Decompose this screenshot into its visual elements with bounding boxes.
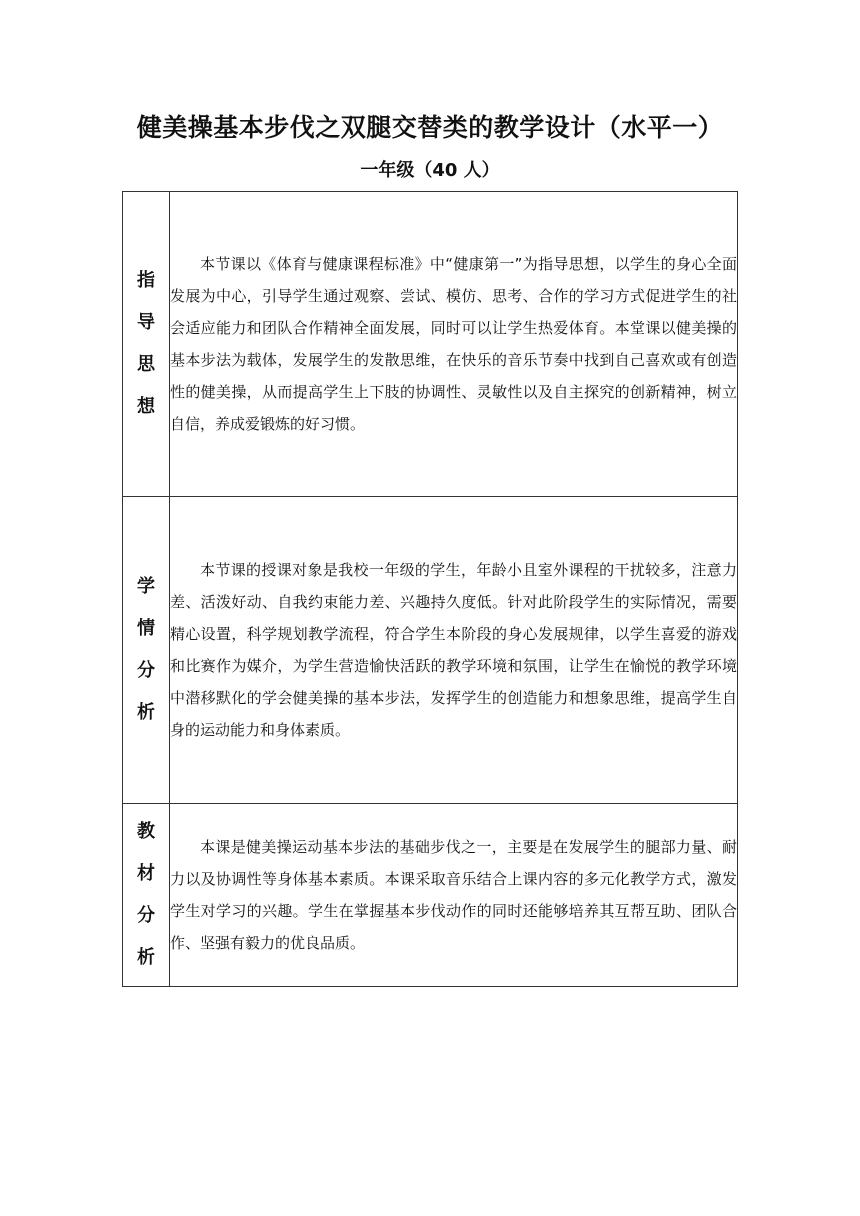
row-label-char: 教	[137, 821, 155, 842]
row-label-char: 思	[137, 354, 155, 375]
row-label-guiding-ideology	[123, 192, 170, 497]
table-row-guiding-ideology	[123, 192, 738, 497]
document-subtitle: 一年级（40 人）	[360, 160, 500, 181]
paragraph: 本节课以《体育与健康课程标准》中“健康第一”为指导思想，以学生的身心全面发展为中心，引导学生通过观察、尝试、模仿、思考、合作的学习方式促进学生的社会适应能力和团队合作精神全面发展，同时可以让学生热爱体育。本堂课以健美操的基本步法为载体，发展学生的发散思维，在快乐的音乐节奏中找到自己喜欢或有创造性的健美操，从而提高学生上下肢的协调性、灵敏性以及自主探究的创新精神，树立自信，养成爱锻炼的好习惯。	[170, 255, 737, 433]
table-row-material-analysis	[123, 804, 738, 987]
row-label-char: 学	[137, 576, 155, 597]
table-row-student-analysis	[123, 497, 738, 804]
row-label-char: 情	[137, 618, 155, 639]
document-title: 健美操基本步伐之双腿交替类的教学设计（水平一）	[136, 113, 724, 142]
row-label-char: 析	[137, 702, 155, 723]
paragraph: 本课是健美操运动基本步法的基础步伐之一，主要是在发展学生的腿部力量、耐力以及协调性等身体基本素质。本课采取音乐结合上课内容的多元化教学方式，激发学生对学习的兴趣。学生在掌握基本步伐动作的同时还能够培养其互帮互助、团队合作、坚强有毅力的优良品质。	[170, 838, 737, 952]
row-label-char: 导	[137, 312, 155, 333]
row-label-char: 材	[137, 863, 155, 884]
row-label-char: 析	[137, 947, 155, 968]
row-label-char: 分	[137, 660, 155, 681]
row-content-material-analysis	[170, 804, 738, 987]
row-label-student-analysis	[123, 497, 170, 804]
row-content-guiding-ideology	[170, 192, 738, 497]
row-label-material-analysis	[123, 804, 170, 987]
row-label-char: 指	[137, 270, 155, 291]
row-label-char: 想	[137, 396, 155, 417]
row-label-char: 分	[137, 905, 155, 926]
paragraph: 本节课的授课对象是我校一年级的学生，年龄小且室外课程的干扰较多，注意力差、活泼好动、自我约束能力差、兴趣持久度低。针对此阶段学生的实际情况，需要精心设置，科学规划教学流程，符合学生本阶段的身心发展规律，以学生喜爱的游戏和比赛作为媒介，为学生营造愉快活跃的教学环境和氛围，让学生在愉悦的教学环境中潜移默化的学会健美操的基本步法，发挥学生的创造能力和想象思维，提高学生自身的运动能力和身体素质。	[170, 561, 737, 739]
lesson-design-table	[122, 191, 738, 987]
row-content-student-analysis	[170, 497, 738, 804]
